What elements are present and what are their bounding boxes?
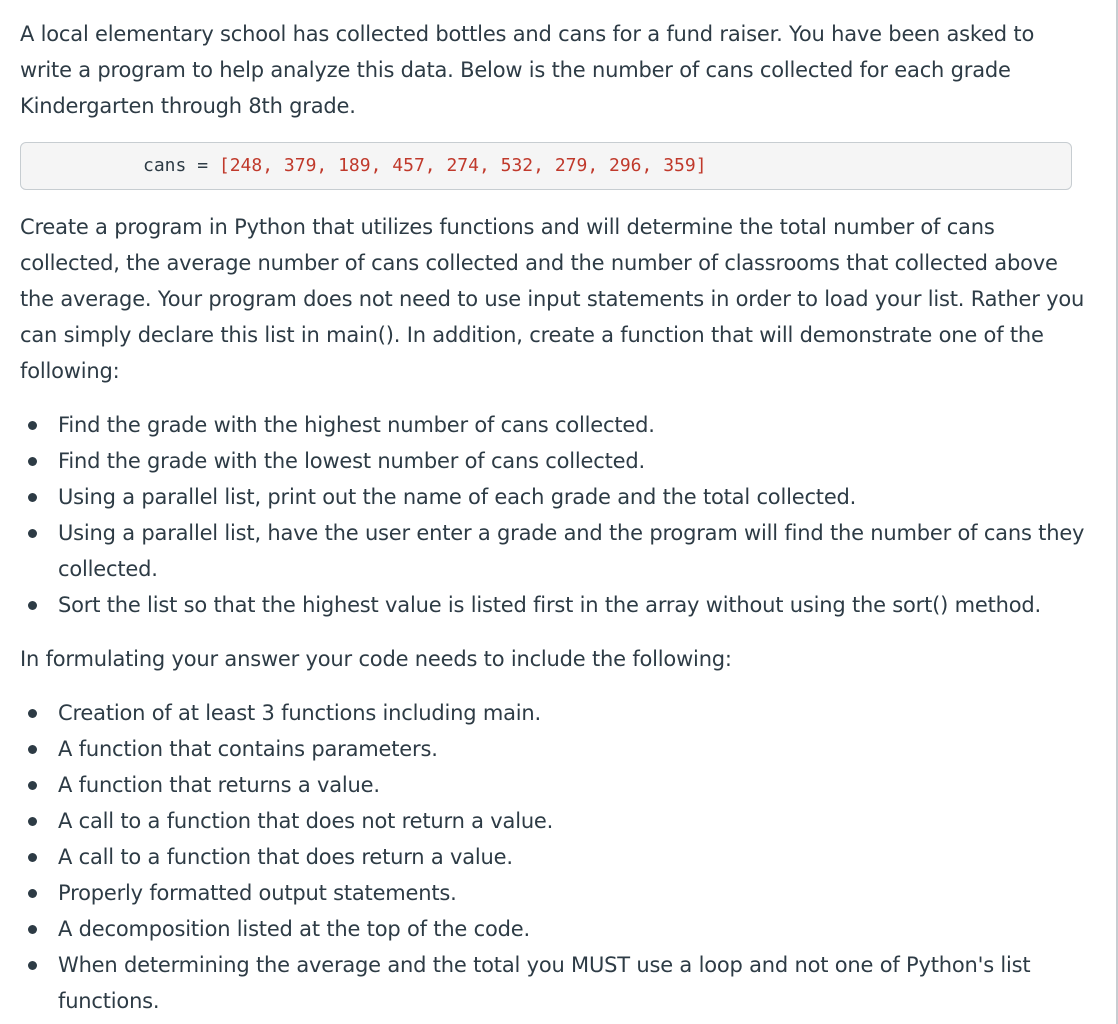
list-item (20, 479, 1090, 515)
list-item-text: Properly formatted output statements. (58, 881, 457, 905)
bullet-icon (28, 601, 37, 610)
list-item (20, 731, 1090, 767)
list-item-text: Sort the list so that the highest value is listed first in the array without using the sort() method. (58, 593, 1041, 617)
list-item (20, 875, 1090, 911)
list-item (20, 443, 1090, 479)
assignment-content (20, 16, 1090, 1019)
list-item (20, 407, 1090, 443)
list-item-text: A call to a function that does return a value. (58, 845, 513, 869)
bullet-icon (28, 889, 37, 898)
requirements-intro: In formulating your answer your code needs to include the following: (20, 647, 732, 671)
list-item-text: When determining the average and the total you MUST use a loop and not one of Python's list functions. (58, 953, 1031, 1013)
list-item (20, 767, 1090, 803)
bullet-icon (28, 457, 37, 466)
list-item-text: Find the grade with the lowest number of cans collected. (58, 449, 645, 473)
bullet-icon (28, 493, 37, 502)
code-variable: cans (143, 155, 187, 176)
code-operator: = (186, 155, 219, 176)
list-item-text: A call to a function that does not return a value. (58, 809, 554, 833)
code-block (20, 142, 1072, 190)
list-item (20, 695, 1090, 731)
list-item (20, 587, 1090, 623)
list-item-text: Find the grade with the highest number of cans collected. (58, 413, 655, 437)
list-item (20, 803, 1090, 839)
intro-paragraph: A local elementary school has collected bottles and cans for a fund raiser. You have been asked to write a program to help analyze this data. Below is the number of cans collected for each grade Kindergarten through 8th grade. (20, 22, 1035, 118)
task-paragraph: Create a program in Python that utilizes functions and will determine the total number of cans collected, the average number of cans collected and the number of classrooms that collected above the average. Your program does not need to use input statements in order to load your list. Rather you can simply declare this list in main(). In addition, create a function that will demonstrate one of the following: (20, 215, 1085, 383)
list-item (20, 839, 1090, 875)
list-item (20, 515, 1090, 587)
list-item-text: A function that contains parameters. (58, 737, 438, 761)
requirements-list (20, 695, 1090, 1019)
list-item (20, 947, 1090, 1019)
code-value: [248, 379, 189, 457, 274, 532, 279, 296, 359] (218, 155, 707, 176)
list-item-text: A decomposition listed at the top of the code. (58, 917, 530, 941)
bullet-icon (28, 745, 37, 754)
list-item-text: Using a parallel list, have the user enter a grade and the program will find the number of cans they collected. (58, 521, 1085, 581)
bullet-icon (28, 961, 37, 970)
code-line (143, 154, 707, 178)
bullet-icon (28, 529, 37, 538)
bullet-icon (28, 817, 37, 826)
bullet-icon (28, 709, 37, 718)
bullet-icon (28, 853, 37, 862)
list-item (20, 911, 1090, 947)
list-item-text: Using a parallel list, print out the name of each grade and the total collected. (58, 485, 857, 509)
bullet-icon (28, 781, 37, 790)
bullet-icon (28, 421, 37, 430)
options-list (20, 407, 1090, 623)
list-item-text: Creation of at least 3 functions including main. (58, 701, 541, 725)
bullet-icon (28, 925, 37, 934)
list-item-text: A function that returns a value. (58, 773, 380, 797)
